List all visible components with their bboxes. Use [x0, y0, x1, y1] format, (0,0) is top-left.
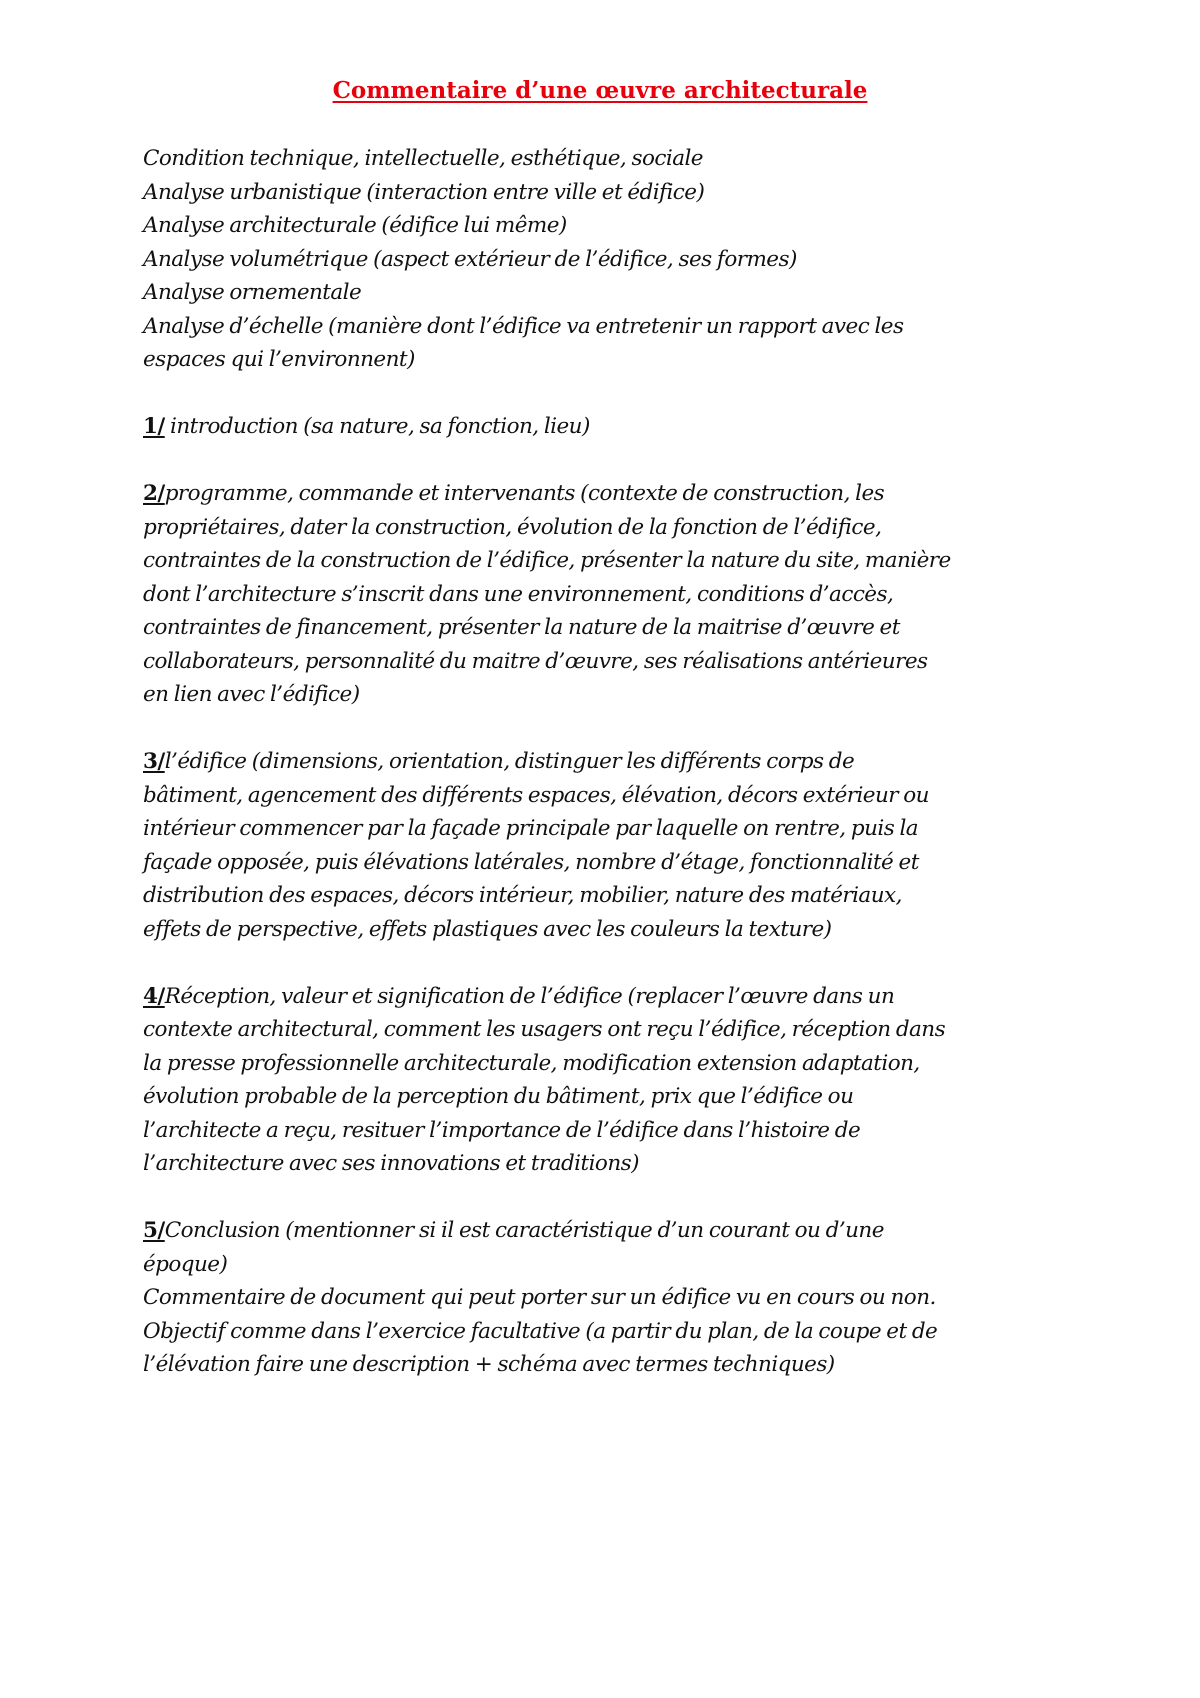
section-line: évolution probable de la perception du bâtiment, prix que l’édifice ou: [143, 1084, 854, 1109]
intro-line: Analyse volumétrique (aspect extérieur de l’édifice, ses formes): [143, 246, 797, 272]
section-line: Commentaire de document qui peut porter sur un édifice vu en cours ou non.: [143, 1285, 936, 1310]
section-line: [143, 477, 1073, 511]
section-text: programme, commande et intervenants (contexte de construction, les: [164, 481, 885, 506]
section-line: bâtiment, agencement des différents espaces, élévation, décors extérieur ou: [143, 782, 929, 808]
section-line: époque): [143, 1251, 228, 1277]
section-text: l’édifice (dimensions, orientation, distinguer les différents corps de: [164, 749, 855, 774]
section-line: distribution des espaces, décors intérieur, mobilier, nature des matériaux,: [143, 883, 902, 908]
section-number: 5/: [143, 1218, 165, 1243]
section-line: [143, 745, 1073, 779]
intro-line: Analyse urbanistique (interaction entre ville et édifice): [143, 179, 705, 205]
section-text: Conclusion (mentionner si il est caractéristique d’un courant ou d’une: [164, 1218, 884, 1243]
section-line: dont l’architecture s’inscrit dans une environnement, conditions d’accès,: [143, 581, 894, 607]
section-line: collaborateurs, personnalité du maitre d’œuvre, ses réalisations antérieures: [143, 648, 928, 674]
document-body: [143, 142, 1073, 1382]
section-line: façade opposée, puis élévations latérales, nombre d’étage, fonctionnalité et: [143, 849, 919, 875]
paragraph-spacer: [143, 946, 1073, 980]
section-line: effets de perspective, effets plastiques avec les couleurs la texture): [143, 916, 832, 942]
section-5: [143, 1214, 1073, 1382]
section-4: [143, 980, 1073, 1181]
intro-line: Analyse architecturale (édifice lui même): [143, 213, 567, 238]
section-line: la presse professionnelle architecturale, modification extension adaptation,: [143, 1050, 920, 1076]
paragraph-spacer: [143, 712, 1073, 746]
section-line: [143, 980, 1073, 1014]
section-line: Objectif comme dans l’exercice facultative (a partir du plan, de la coupe et de: [143, 1318, 938, 1344]
section-line: l’élévation faire une description + schéma avec termes techniques): [143, 1352, 835, 1377]
section-1: [143, 410, 1073, 444]
section-line: contraintes de financement, présenter la nature de la maitrise d’œuvre et: [143, 615, 900, 640]
section-number: 3/: [143, 749, 165, 774]
section-number: 4/: [143, 983, 165, 1009]
intro-line: Analyse d’échelle (manière dont l’édifice va entretenir un rapport avec les: [143, 313, 904, 339]
section-3: [143, 745, 1073, 946]
section-line: [143, 1214, 1073, 1248]
section-line: [143, 410, 1073, 444]
section-number: 1/: [143, 414, 165, 439]
paragraph-spacer: [143, 444, 1073, 478]
intro-line: Analyse ornementale: [143, 280, 362, 305]
section-line: en lien avec l’édifice): [143, 682, 360, 707]
intro-line: Condition technique, intellectuelle, esthétique, sociale: [143, 146, 703, 171]
section-text: Réception, valeur et signification de l’édifice (replacer l’œuvre dans un: [164, 983, 895, 1009]
paragraph-spacer: [143, 377, 1073, 411]
section-line: propriétaires, dater la construction, évolution de la fonction de l’édifice,: [143, 514, 882, 540]
intro-line: espaces qui l’environnent): [143, 347, 415, 372]
section-text: introduction (sa nature, sa fonction, lieu): [164, 414, 590, 439]
intro-block: [143, 142, 1073, 377]
section-line: contraintes de la construction de l’édifice, présenter la nature du site, manière: [143, 548, 951, 573]
section-line: l’architecte a reçu, resituer l’importance de l’édifice dans l’histoire de: [143, 1117, 861, 1143]
paragraph-spacer: [143, 1181, 1073, 1215]
section-line: contexte architectural, comment les usagers ont reçu l’édifice, réception dans: [143, 1017, 946, 1042]
section-line: intérieur commencer par la façade principale par laquelle on rentre, puis la: [143, 816, 919, 841]
section-number: 2/: [143, 481, 165, 506]
section-line: l’architecture avec ses innovations et traditions): [143, 1151, 639, 1176]
document-title: Commentaire d’une œuvre architecturale: [332, 77, 868, 104]
section-2: [143, 477, 1073, 712]
